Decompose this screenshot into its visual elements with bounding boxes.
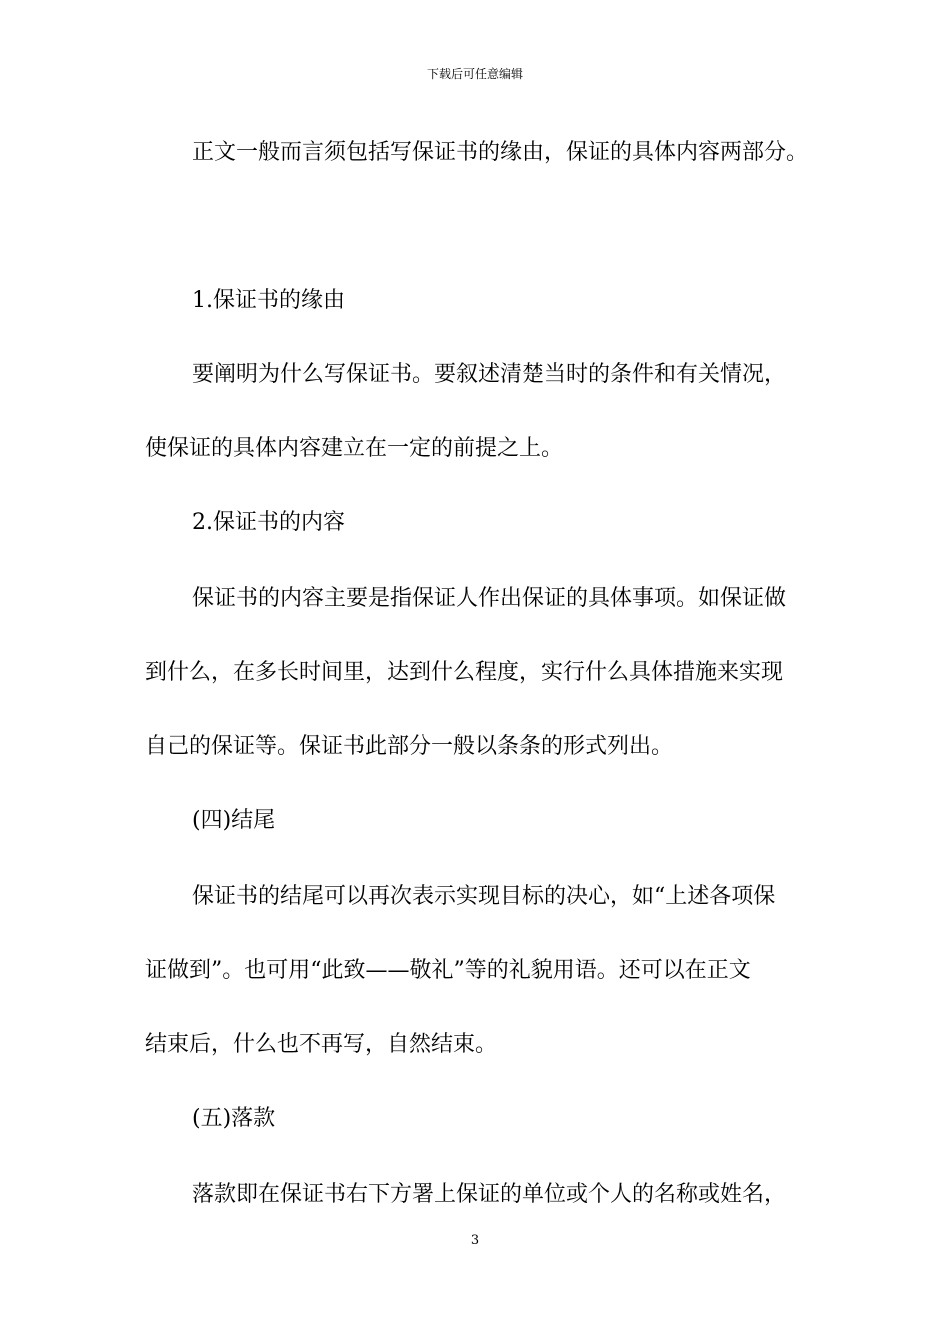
paragraph-line: 正文一般而言须包括写保证书的缘由，保证的具体内容两部分。	[192, 140, 809, 165]
page-number: 3	[470, 1233, 480, 1248]
page-header: 下载后可任意编辑	[426, 67, 523, 81]
paragraph-line: 保证书的结尾可以再次表示实现目标的决心，如“上述各项保	[192, 884, 776, 909]
paragraph-line: 自己的保证等。保证书此部分一般以条条的形式列出。	[145, 734, 674, 759]
section-heading: 2.保证书的内容	[192, 510, 345, 535]
paragraph-line: 要阐明为什么写保证书。要叙述清楚当时的条件和有关情况，	[192, 362, 787, 387]
section-heading: (四)结尾	[192, 808, 276, 833]
paragraph-line: 到什么，在多长时间里，达到什么程度，实行什么具体措施来实现	[145, 660, 784, 685]
paragraph-line: 证做到”。也可用“此致——敬礼”等的礼貌用语。还可以在正文	[145, 958, 751, 983]
paragraph-line: 保证书的内容主要是指保证人作出保证的具体事项。如保证做	[192, 586, 787, 611]
paragraph-line: 使保证的具体内容建立在一定的前提之上。	[145, 436, 564, 461]
paragraph-line: 落款即在保证书右下方署上保证的单位或个人的名称或姓名，	[192, 1182, 787, 1207]
paragraph-line: 结束后，什么也不再写，自然结束。	[145, 1032, 498, 1057]
section-heading: (五)落款	[192, 1106, 276, 1131]
section-heading: 1.保证书的缘由	[192, 288, 345, 313]
